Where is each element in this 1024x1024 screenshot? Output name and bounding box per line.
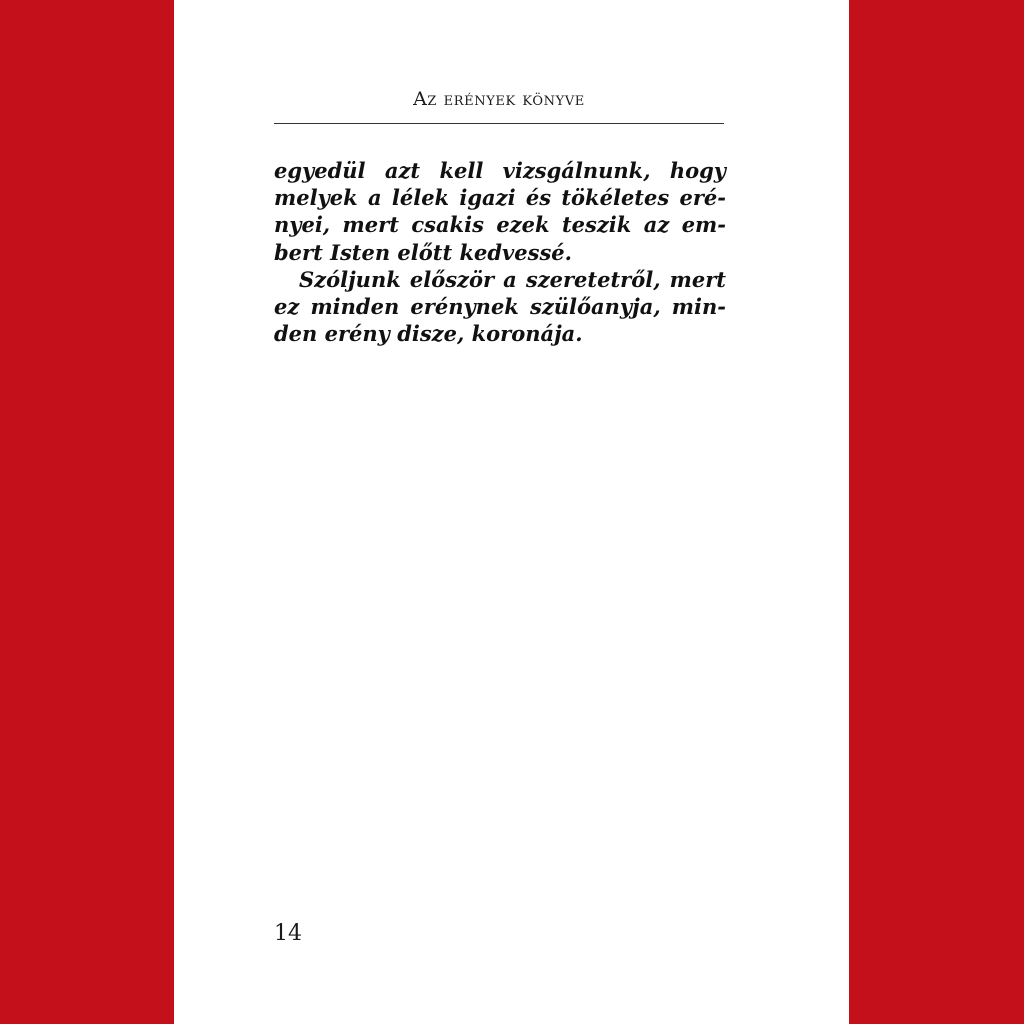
text-line: egyedül azt kell vizsgálnunk, hogy	[274, 158, 726, 183]
paragraph-2	[274, 266, 726, 348]
text-line: Szóljunk először a szeretetről, mert	[299, 266, 726, 292]
header-divider	[274, 123, 724, 124]
body-text	[274, 157, 726, 347]
running-header-title: Az erények könyve	[413, 88, 585, 110]
paragraph-1	[274, 157, 726, 266]
text-line: melyek a lélek igazi és tökéletes eré-	[274, 185, 726, 211]
text-line: ez minden erénynek szülőanyja, min-	[274, 294, 726, 320]
book-page	[174, 0, 849, 1024]
text-line: nyei, mert csakis ezek teszik az em-	[274, 212, 726, 238]
text-line: den erény disze, koronája.	[274, 321, 583, 347]
page-number: 14	[274, 921, 302, 946]
text-line: bert Isten előtt kedvessé.	[274, 239, 572, 265]
